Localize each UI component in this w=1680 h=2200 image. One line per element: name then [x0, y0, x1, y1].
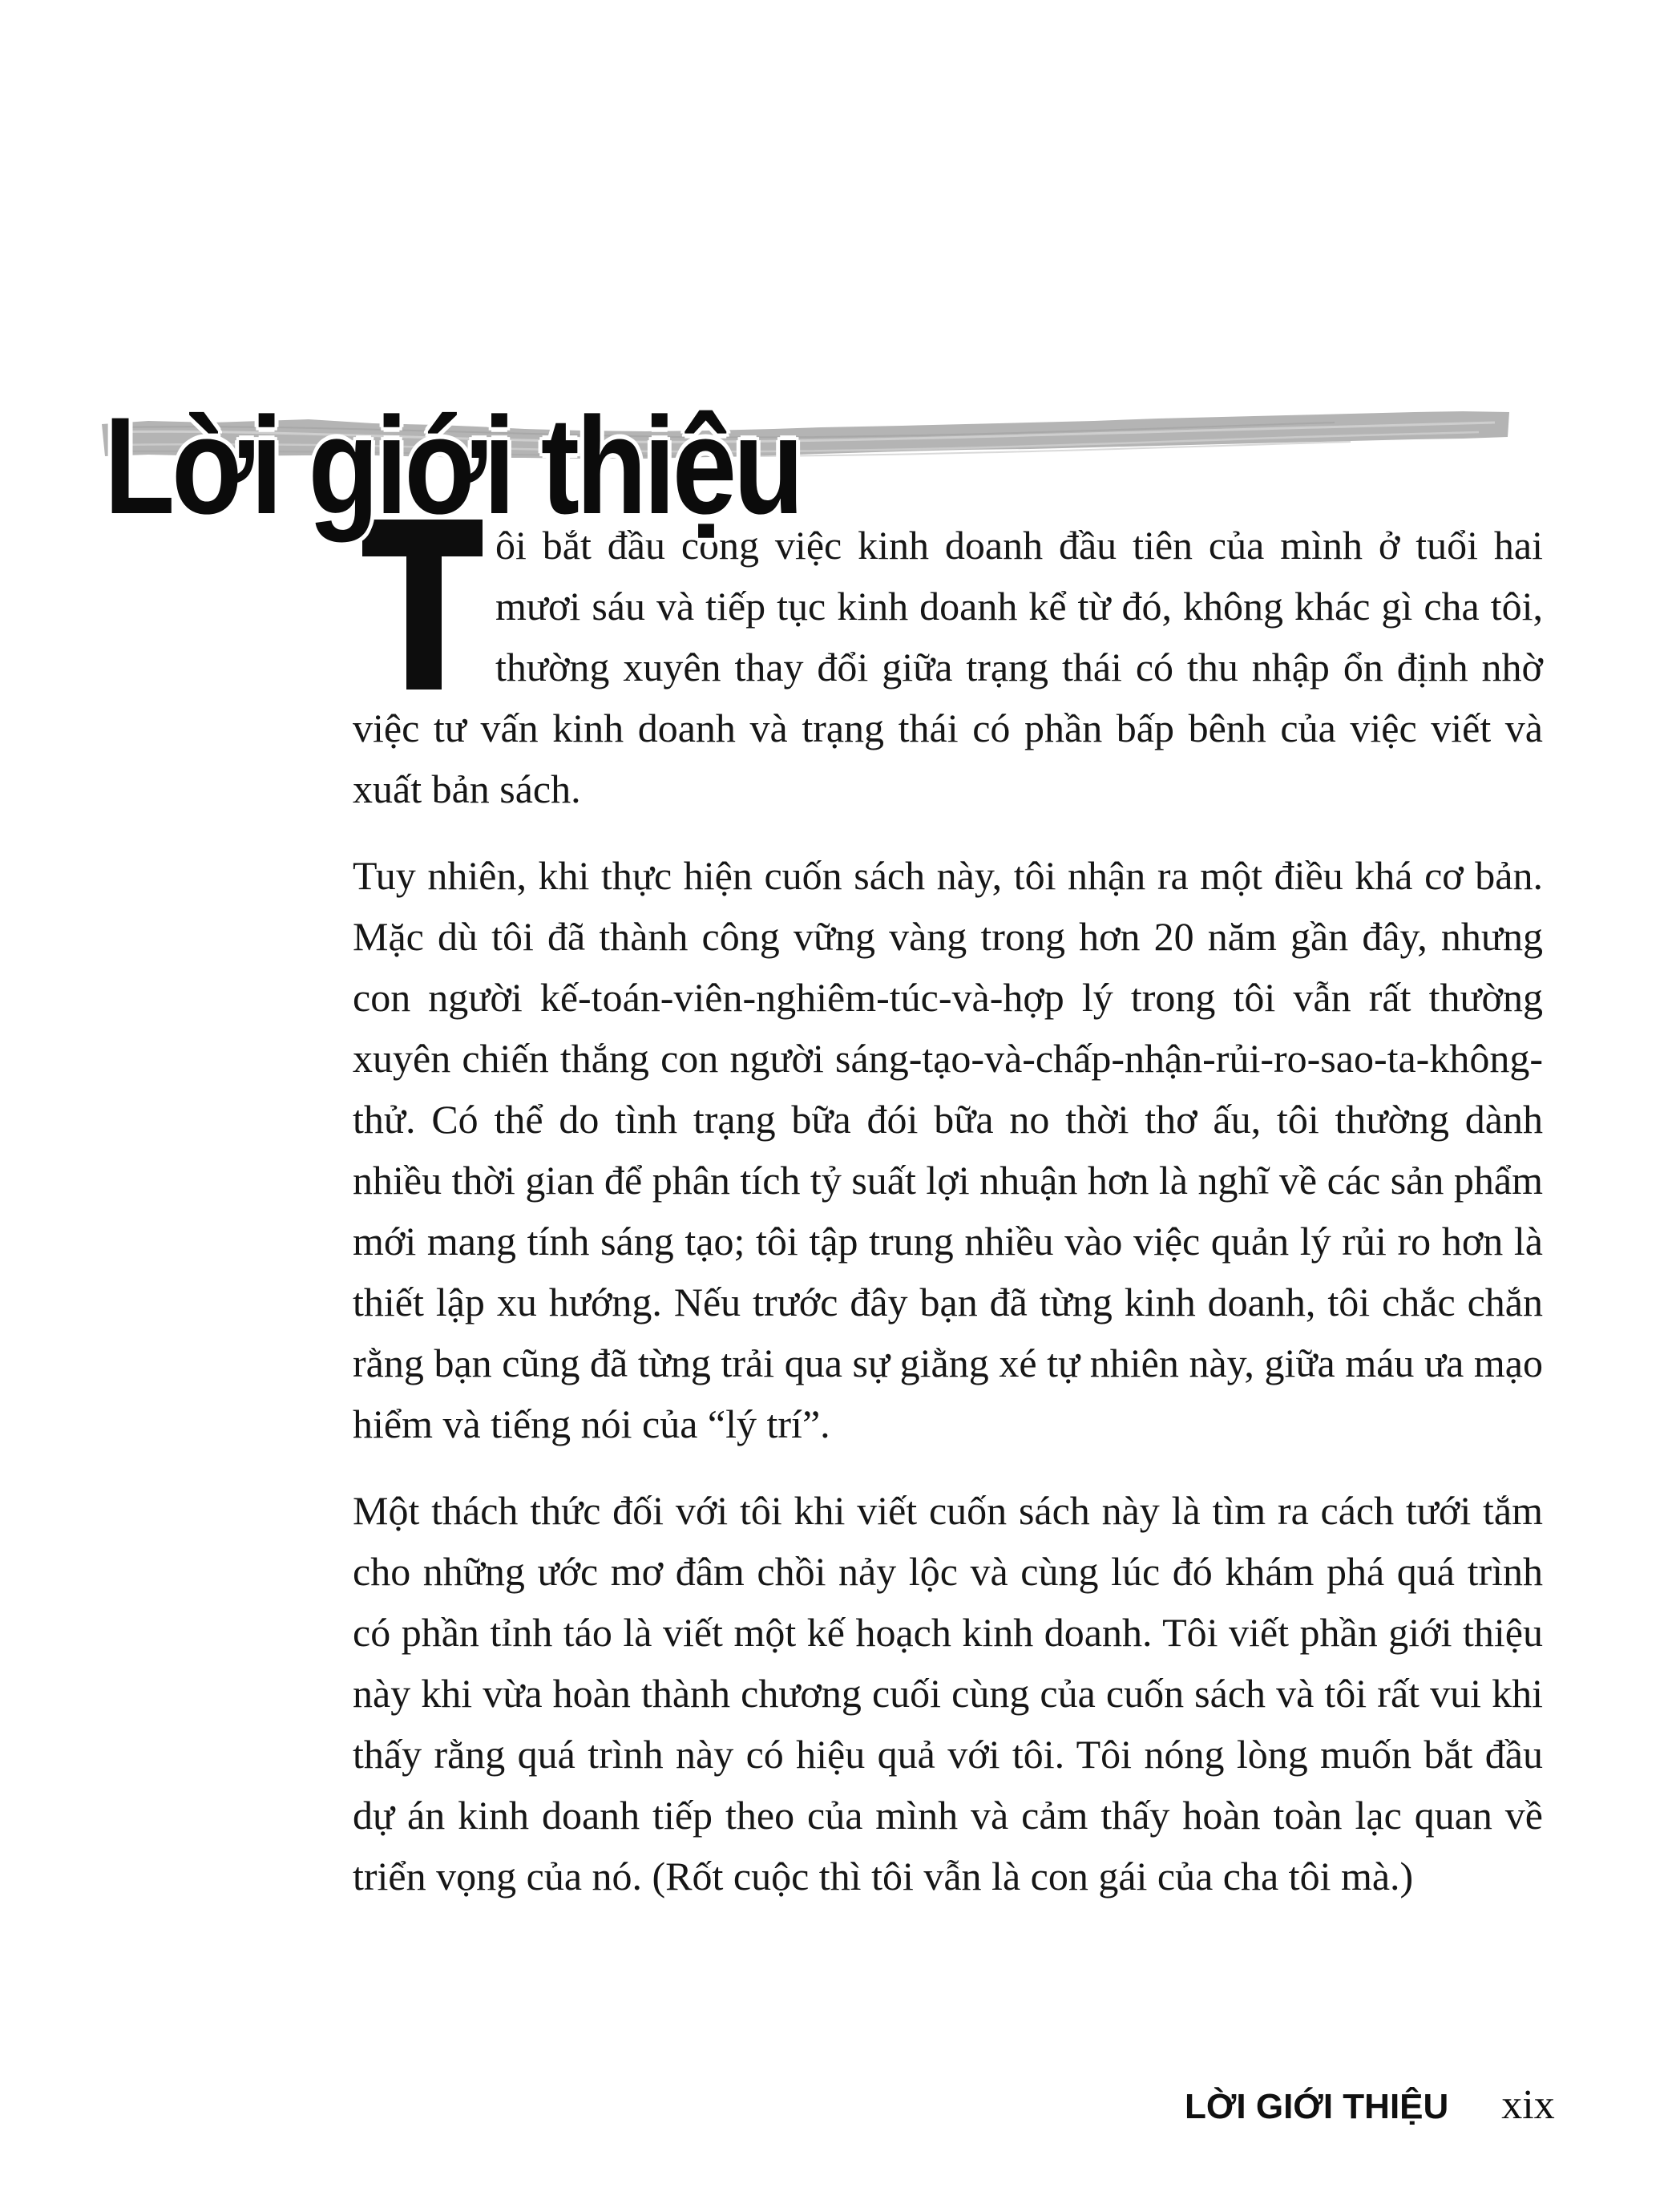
paragraph-1 — [353, 515, 1543, 819]
paragraph-2 — [353, 845, 1543, 1454]
page-title: Lời giới thiệu — [104, 389, 801, 544]
page-footer — [1185, 2081, 1555, 2129]
paragraph-3-text: Một thách thức đối với tôi khi viết cuốn sách này là tìm ra cách tưới tắm cho những ước mơ đâm chồi nảy lộc và cùng lúc đó khám phá quá trình có phần tỉnh táo là viết một kế hoạch kinh doanh. Tôi viết phần giới thiệu này khi vừa hoàn thành chương cuối cùng của cuốn sách và tôi rất vui khi thấy rằng quá trình này có hiệu quả với tôi. Tôi nóng lòng muốn bắt đầu dự án kinh doanh tiếp theo của mình và cảm thấy hoàn toàn lạc quan về triển vọng của nó. (Rốt cuộc thì tôi vẫn là con gái của cha tôi mà.) — [353, 1488, 1543, 1899]
drop-cap-stem-shape — [406, 555, 442, 690]
paragraph-3 — [353, 1480, 1543, 1907]
drop-cap — [362, 520, 483, 690]
footer-page-number: xix — [1501, 2082, 1555, 2128]
body-text — [353, 515, 1543, 1907]
paragraph-1-text: ôi bắt đầu công việc kinh doanh đầu tiên của mình ở tuổi hai mươi sáu và tiếp tục kinh doanh kể từ đó, không khác gì cha tôi, thường xuyên thay đổi giữa trạng thái có thu nhập ổn định nhờ việc tư vấn kinh doanh và trạng thái có phần bấp bênh của việc viết và xuất bản sách. — [353, 523, 1543, 811]
paragraph-2-text: Tuy nhiên, khi thực hiện cuốn sách này, tôi nhận ra một điều khá cơ bản. Mặc dù tôi đã thành công vững vàng trong hơn 20 năm gần đây, nhưng con người kế-toán-viên-nghiêm-túc-và-hợp lý trong tôi vẫn rất thường xuyên chiến thắng con người sáng-tạo-và-chấp-nhận-rủi-ro-sao-ta-không-thử. Có thể do tình trạng bữa đói bữa no thời thơ ấu, tôi thường dành nhiều thời gian để phân tích tỷ suất lợi nhuận hơn là nghĩ về các sản phẩm mới mang tính sáng tạo; tôi tập trung nhiều vào việc quản lý rủi ro hơn là thiết lập xu hướng. Nếu trước đây bạn đã từng kinh doanh, tôi chắc chắn rằng bạn cũng đã từng trải qua sự giằng xé tự nhiên này, giữa máu ưa mạo hiểm và tiếng nói của “lý trí”. — [353, 853, 1543, 1446]
footer-section-label: LỜI GIỚI THIỆU — [1185, 2087, 1449, 2126]
